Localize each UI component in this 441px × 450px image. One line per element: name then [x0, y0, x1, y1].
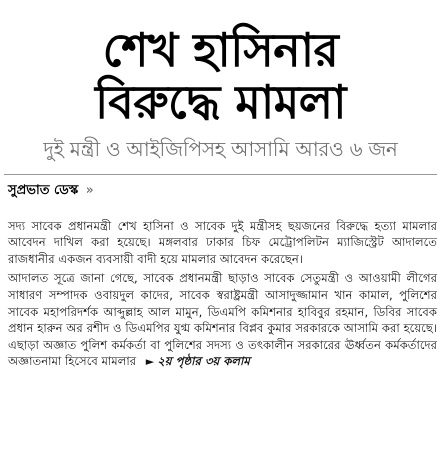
continued-reference: ২য় পৃষ্ঠার ৩য় কলাম — [157, 354, 250, 369]
subheadline: দুই মন্ত্রী ও আইজিপিসহ আসামি আরও ৬ জন — [43, 136, 398, 161]
continued-jump — [140, 354, 250, 368]
article-paragraph-1: সদ্য সাবেক প্রধানমন্ত্রী শেখ হাসিনা ও সাবেক দুই মন্ত্রীসহ ছয়জনের বিরুদ্ধে হত্যা মামলার আবেদন দাখিল করা হয়েছে। মঙ্গলবার ঢাকার চিফ মেট্রোপলিটন ম্যাজিস্ট্রেট আদালতে রাজধানীর একজন ব্যবসায়ী বাদী হয়ে মামলার আবেদন করেছেন। — [8, 218, 437, 266]
article-body — [8, 218, 437, 371]
article-paragraph-2 — [8, 270, 437, 371]
headline-line-1: শেখ হাসিনার — [102, 23, 339, 77]
divider — [4, 174, 437, 175]
byline — [8, 181, 441, 202]
arrow-right-icon: ► — [145, 355, 155, 369]
byline-desk: সুপ্রভাত ডেস্ক — [8, 182, 79, 198]
article-paragraph-2-text: আদালত সূত্রে জানা গেছে, সাবেক প্রধানমন্ত্রী ছাড়াও সাবেক সেতুমন্ত্রী ও আওয়ামী লীগের সাধারণ সম্পাদক ওবায়দুল কাদের, সাবেক স্বরাষ্ট্রমন্ত্রী আসাদুজ্জামান খান কামাল, পুলিশের সাবেক মহাপরিদর্শক আব্দুল্লাহ আল মামুন, ডিএমপি কমিশনার হাবিবুর রহমান, ডিবির সাবেক প্রধান হারুন অর রশীদ ও ডিএমপির যুগ্ম কমিশনার বিপ্লব কুমার সরকারকে আসামি করা হয়েছে। এছাড়া অজ্ঞাত পুলিশ কর্মকর্তা বা পুলিশের সদস্য ও তৎকালীন সরকারের ঊর্ধ্বতন কর্মকর্তাদের অজ্ঞাতনামা হিসেবে মামলার — [8, 271, 437, 369]
headline-line-2: বিরুদ্ধে মামলা — [95, 75, 346, 130]
byline-marker: » — [85, 182, 94, 198]
